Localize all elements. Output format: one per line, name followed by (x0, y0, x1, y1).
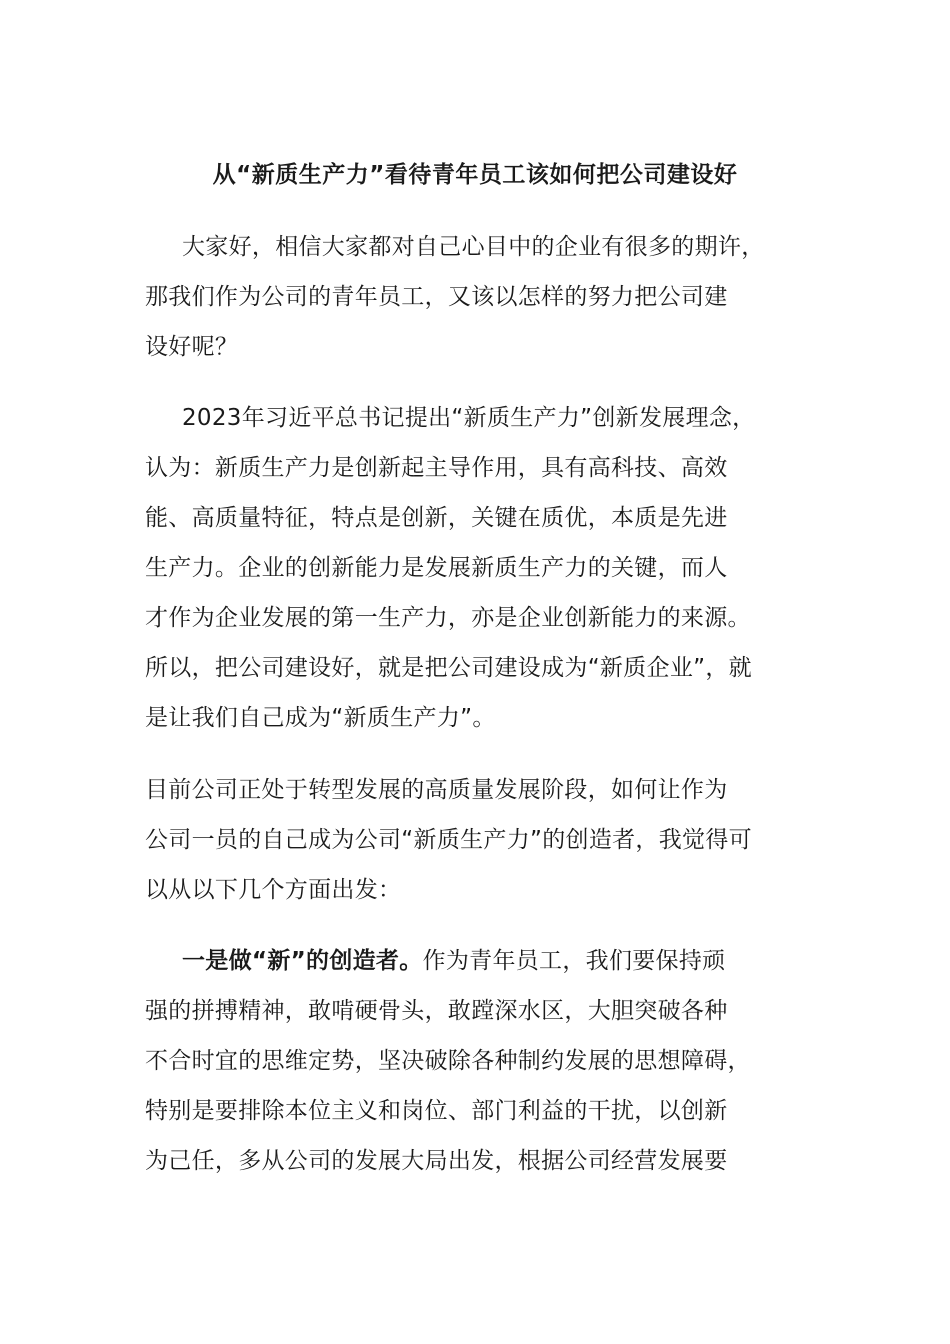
point-heading: 一是做“新”的创造者。 (182, 948, 423, 974)
point-lead-text: 作为青年员工，我们要保持顽 (422, 948, 726, 974)
paragraph-line: 所以，把公司建设好，就是把公司建设成为“新质企业”，就 (145, 655, 752, 681)
paragraph-line: 大家好，相信大家都对自己心目中的企业有很多的期许， (182, 234, 765, 260)
paragraph-line: 2023年习近平总书记提出“新质生产力”创新发展理念， (182, 405, 756, 431)
paragraph-new-productivity (145, 393, 810, 743)
paragraph-line: 才作为企业发展的第一生产力，亦是企业创新能力的来源。 (145, 605, 751, 631)
paragraph-line: 不合时宜的思维定势，坚决破除各种制约发展的思想障碍， (145, 1048, 751, 1074)
paragraph-greeting (145, 222, 810, 372)
paragraph-line: 特别是要排除本位主义和岗位、部门利益的干扰，以创新 (145, 1098, 728, 1124)
paragraph-line: 为己任，多从公司的发展大局出发，根据公司经营发展要 (145, 1148, 728, 1174)
paragraph-line: 设好呢？ (145, 334, 239, 360)
paragraph-line: 目前公司正处于转型发展的高质量发展阶段，如何让作为 (145, 777, 728, 803)
paragraph-line: 强的拼搏精神，敢啃硬骨头，敢蹚深水区，大胆突破各种 (145, 998, 728, 1024)
paragraph-point-one (145, 936, 810, 1186)
document-title: 从“新质生产力”看待青年员工该如何把公司建设好 (212, 162, 738, 188)
paragraph-line: 那我们作为公司的青年员工，又该以怎样的努力把公司建 (145, 284, 728, 310)
paragraph-line: 能、高质量特征，特点是创新，关键在质优，本质是先进 (145, 505, 728, 531)
paragraph-line: 生产力。企业的创新能力是发展新质生产力的关键，而人 (145, 555, 728, 581)
paragraph-line: 认为：新质生产力是创新起主导作用，具有高科技、高效 (145, 455, 728, 481)
paragraph-line: 以从以下几个方面出发： (145, 877, 402, 903)
paragraph-company-stage (145, 765, 810, 915)
paragraph-line: 公司一员的自己成为公司“新质生产力”的创造者，我觉得可 (145, 827, 752, 853)
paragraph-lead-line (145, 936, 810, 986)
paragraph-line: 是让我们自己成为“新质生产力”。 (145, 705, 496, 731)
